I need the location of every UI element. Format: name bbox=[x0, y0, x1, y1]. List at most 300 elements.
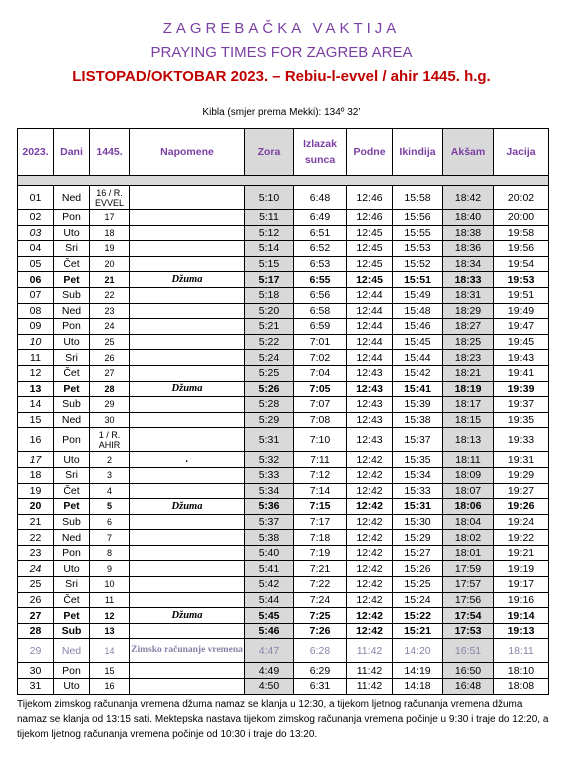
cell-hijri-date: 16 bbox=[90, 679, 130, 695]
table-row bbox=[18, 186, 549, 210]
table-row bbox=[18, 225, 549, 241]
cell-note bbox=[130, 545, 245, 561]
cell-weekday: Ned bbox=[54, 303, 90, 319]
cell-jacija: 19:31 bbox=[494, 452, 549, 468]
cell-jacija: 19:24 bbox=[494, 514, 549, 530]
cell-note bbox=[130, 679, 245, 695]
cell-note bbox=[130, 365, 245, 381]
cell-podne: 12:42 bbox=[347, 499, 393, 515]
cell-weekday: Sri bbox=[54, 577, 90, 593]
header-spacer bbox=[18, 176, 549, 186]
cell-note bbox=[130, 467, 245, 483]
cell-date: 06 bbox=[18, 272, 54, 288]
cell-date: 08 bbox=[18, 303, 54, 319]
cell-hijri-date: 18 bbox=[90, 225, 130, 241]
cell-aksam: 18:42 bbox=[443, 186, 494, 210]
cell-zora: 5:33 bbox=[245, 467, 294, 483]
cell-jacija: 19:45 bbox=[494, 334, 549, 350]
table-row bbox=[18, 428, 549, 452]
cell-zora: 4:47 bbox=[245, 639, 294, 663]
col-year: 2023. bbox=[18, 129, 54, 176]
cell-jacija: 19:29 bbox=[494, 467, 549, 483]
cell-hijri-date: 23 bbox=[90, 303, 130, 319]
cell-date: 19 bbox=[18, 483, 54, 499]
cell-zora: 5:31 bbox=[245, 428, 294, 452]
cell-jacija: 19:54 bbox=[494, 256, 549, 272]
cell-hijri-date: 17 bbox=[90, 210, 130, 226]
cell-zora: 5:42 bbox=[245, 577, 294, 593]
table-row bbox=[18, 639, 549, 663]
cell-note bbox=[130, 350, 245, 366]
cell-note bbox=[130, 397, 245, 413]
cell-podne: 12:42 bbox=[347, 561, 393, 577]
cell-zora: 5:37 bbox=[245, 514, 294, 530]
cell-note bbox=[130, 412, 245, 428]
cell-zora: 5:34 bbox=[245, 483, 294, 499]
cell-note bbox=[130, 334, 245, 350]
cell-weekday: Čet bbox=[54, 483, 90, 499]
cell-hijri-date: 1 / R. AHIR bbox=[90, 428, 130, 452]
cell-ikindija: 15:27 bbox=[393, 545, 443, 561]
table-row bbox=[18, 483, 549, 499]
cell-date: 03 bbox=[18, 225, 54, 241]
cell-zora: 5:46 bbox=[245, 623, 294, 639]
cell-podne: 12:42 bbox=[347, 577, 393, 593]
cell-note bbox=[130, 514, 245, 530]
cell-podne: 12:42 bbox=[347, 467, 393, 483]
table-row bbox=[18, 334, 549, 350]
cell-zora: 5:11 bbox=[245, 210, 294, 226]
cell-jacija: 19:39 bbox=[494, 381, 549, 397]
cell-hijri-date: 11 bbox=[90, 592, 130, 608]
cell-jacija: 19:19 bbox=[494, 561, 549, 577]
cell-date: 31 bbox=[18, 679, 54, 695]
cell-ikindija: 15:37 bbox=[393, 428, 443, 452]
cell-date: 04 bbox=[18, 241, 54, 257]
table-row bbox=[18, 303, 549, 319]
cell-sunrise: 7:01 bbox=[294, 334, 347, 350]
cell-zora: 5:24 bbox=[245, 350, 294, 366]
table-row bbox=[18, 272, 549, 288]
cell-date: 18 bbox=[18, 467, 54, 483]
cell-sunrise: 6:53 bbox=[294, 256, 347, 272]
table-row bbox=[18, 530, 549, 546]
cell-zora: 5:28 bbox=[245, 397, 294, 413]
cell-jacija: 19:37 bbox=[494, 397, 549, 413]
cell-jacija: 19:43 bbox=[494, 350, 549, 366]
cell-weekday: Ned bbox=[54, 186, 90, 210]
cell-sunrise: 7:17 bbox=[294, 514, 347, 530]
cell-aksam: 17:57 bbox=[443, 577, 494, 593]
cell-date: 23 bbox=[18, 545, 54, 561]
cell-sunrise: 6:59 bbox=[294, 319, 347, 335]
table-row bbox=[18, 397, 549, 413]
cell-podne: 12:44 bbox=[347, 350, 393, 366]
cell-aksam: 18:29 bbox=[443, 303, 494, 319]
cell-date: 01 bbox=[18, 186, 54, 210]
cell-date: 24 bbox=[18, 561, 54, 577]
cell-zora: 5:22 bbox=[245, 334, 294, 350]
cell-sunrise: 7:25 bbox=[294, 608, 347, 624]
cell-weekday: Sri bbox=[54, 467, 90, 483]
cell-hijri-date: 13 bbox=[90, 623, 130, 639]
cell-date: 28 bbox=[18, 623, 54, 639]
table-row bbox=[18, 381, 549, 397]
col-sunrise: Izlazak sunca bbox=[294, 129, 347, 176]
table-row bbox=[18, 577, 549, 593]
cell-hijri-date: 14 bbox=[90, 639, 130, 663]
col-aksam: Akšam bbox=[443, 129, 494, 176]
cell-date: 29 bbox=[18, 639, 54, 663]
cell-zora: 5:26 bbox=[245, 381, 294, 397]
cell-ikindija: 15:22 bbox=[393, 608, 443, 624]
cell-date: 11 bbox=[18, 350, 54, 366]
table-row bbox=[18, 365, 549, 381]
cell-sunrise: 6:29 bbox=[294, 663, 347, 679]
cell-podne: 12:42 bbox=[347, 545, 393, 561]
title: ZAGREBAČKA VAKTIJA bbox=[162, 20, 401, 37]
cell-ikindija: 14:20 bbox=[393, 639, 443, 663]
cell-aksam: 18:25 bbox=[443, 334, 494, 350]
cell-sunrise: 7:04 bbox=[294, 365, 347, 381]
table-row bbox=[18, 350, 549, 366]
cell-weekday: Čet bbox=[54, 256, 90, 272]
cell-zora: 5:38 bbox=[245, 530, 294, 546]
col-ikindija: Ikindija bbox=[393, 129, 443, 176]
cell-aksam: 18:07 bbox=[443, 483, 494, 499]
cell-weekday: Uto bbox=[54, 225, 90, 241]
cell-weekday: Pon bbox=[54, 663, 90, 679]
table-row bbox=[18, 287, 549, 303]
cell-hijri-date: 30 bbox=[90, 412, 130, 428]
cell-weekday: Sub bbox=[54, 287, 90, 303]
cell-podne: 12:45 bbox=[347, 241, 393, 257]
cell-aksam: 18:27 bbox=[443, 319, 494, 335]
cell-aksam: 18:36 bbox=[443, 241, 494, 257]
cell-note bbox=[130, 225, 245, 241]
cell-jacija: 20:00 bbox=[494, 210, 549, 226]
cell-hijri-date: 8 bbox=[90, 545, 130, 561]
table-row bbox=[18, 679, 549, 695]
cell-note bbox=[130, 241, 245, 257]
cell-ikindija: 15:30 bbox=[393, 514, 443, 530]
table-row bbox=[18, 210, 549, 226]
cell-ikindija: 15:26 bbox=[393, 561, 443, 577]
cell-weekday: Pon bbox=[54, 545, 90, 561]
cell-jacija: 20:02 bbox=[494, 186, 549, 210]
cell-aksam: 16:48 bbox=[443, 679, 494, 695]
cell-ikindija: 15:46 bbox=[393, 319, 443, 335]
cell-podne: 11:42 bbox=[347, 639, 393, 663]
cell-sunrise: 6:48 bbox=[294, 186, 347, 210]
cell-hijri-date: 15 bbox=[90, 663, 130, 679]
cell-sunrise: 7:02 bbox=[294, 350, 347, 366]
cell-aksam: 17:54 bbox=[443, 608, 494, 624]
cell-jacija: 19:35 bbox=[494, 412, 549, 428]
cell-sunrise: 7:15 bbox=[294, 499, 347, 515]
cell-hijri-date: 22 bbox=[90, 287, 130, 303]
cell-podne: 12:44 bbox=[347, 303, 393, 319]
cell-ikindija: 15:51 bbox=[393, 272, 443, 288]
table-row bbox=[18, 545, 549, 561]
cell-aksam: 18:33 bbox=[443, 272, 494, 288]
cell-hijri-date: 2 bbox=[90, 452, 130, 468]
cell-date: 20 bbox=[18, 499, 54, 515]
cell-aksam: 18:19 bbox=[443, 381, 494, 397]
cell-jacija: 19:16 bbox=[494, 592, 549, 608]
cell-aksam: 18:21 bbox=[443, 365, 494, 381]
cell-jacija: 19:56 bbox=[494, 241, 549, 257]
cell-zora: 4:49 bbox=[245, 663, 294, 679]
cell-weekday: Čet bbox=[54, 365, 90, 381]
cell-sunrise: 7:18 bbox=[294, 530, 347, 546]
cell-ikindija: 14:19 bbox=[393, 663, 443, 679]
cell-jacija: 19:21 bbox=[494, 545, 549, 561]
cell-podne: 12:43 bbox=[347, 428, 393, 452]
cell-zora: 5:32 bbox=[245, 452, 294, 468]
cell-ikindija: 15:34 bbox=[393, 467, 443, 483]
cell-note bbox=[130, 561, 245, 577]
cell-weekday: Pet bbox=[54, 381, 90, 397]
cell-sunrise: 7:07 bbox=[294, 397, 347, 413]
cell-note bbox=[130, 577, 245, 593]
cell-zora: 5:36 bbox=[245, 499, 294, 515]
cell-podne: 12:45 bbox=[347, 256, 393, 272]
cell-podne: 12:42 bbox=[347, 483, 393, 499]
cell-sunrise: 7:26 bbox=[294, 623, 347, 639]
cell-ikindija: 15:24 bbox=[393, 592, 443, 608]
cell-sunrise: 6:28 bbox=[294, 639, 347, 663]
cell-date: 25 bbox=[18, 577, 54, 593]
cell-note bbox=[130, 428, 245, 452]
cell-aksam: 18:02 bbox=[443, 530, 494, 546]
cell-date: 15 bbox=[18, 412, 54, 428]
cell-hijri-date: 25 bbox=[90, 334, 130, 350]
cell-podne: 11:42 bbox=[347, 679, 393, 695]
col-hijri: 1445. bbox=[90, 129, 130, 176]
cell-aksam: 18:09 bbox=[443, 467, 494, 483]
cell-podne: 12:42 bbox=[347, 452, 393, 468]
cell-note bbox=[130, 319, 245, 335]
cell-jacija: 19:33 bbox=[494, 428, 549, 452]
cell-ikindija: 15:21 bbox=[393, 623, 443, 639]
cell-aksam: 18:40 bbox=[443, 210, 494, 226]
cell-hijri-date: 19 bbox=[90, 241, 130, 257]
cell-aksam: 17:59 bbox=[443, 561, 494, 577]
cell-sunrise: 7:08 bbox=[294, 412, 347, 428]
cell-ikindija: 15:44 bbox=[393, 350, 443, 366]
cell-podne: 12:46 bbox=[347, 186, 393, 210]
cell-zora: 5:29 bbox=[245, 412, 294, 428]
cell-date: 27 bbox=[18, 608, 54, 624]
cell-aksam: 16:51 bbox=[443, 639, 494, 663]
cell-note: Džuma bbox=[130, 499, 245, 515]
cell-aksam: 18:34 bbox=[443, 256, 494, 272]
cell-podne: 12:46 bbox=[347, 210, 393, 226]
cell-date: 22 bbox=[18, 530, 54, 546]
cell-zora: 5:25 bbox=[245, 365, 294, 381]
cell-zora: 5:17 bbox=[245, 272, 294, 288]
cell-sunrise: 6:49 bbox=[294, 210, 347, 226]
cell-weekday: Pet bbox=[54, 608, 90, 624]
cell-sunrise: 6:52 bbox=[294, 241, 347, 257]
month-heading: LISTOPAD/OKTOBAR 2023. – Rebiu-l-evvel / ahir 1445. h.g. bbox=[72, 68, 491, 85]
table-row bbox=[18, 663, 549, 679]
table-row bbox=[18, 514, 549, 530]
cell-date: 16 bbox=[18, 428, 54, 452]
table-body bbox=[18, 186, 549, 695]
cell-jacija: 19:51 bbox=[494, 287, 549, 303]
cell-weekday: Uto bbox=[54, 452, 90, 468]
cell-zora: 5:21 bbox=[245, 319, 294, 335]
cell-ikindija: 15:38 bbox=[393, 412, 443, 428]
cell-jacija: 19:22 bbox=[494, 530, 549, 546]
cell-podne: 12:45 bbox=[347, 272, 393, 288]
col-day: Dani bbox=[54, 129, 90, 176]
cell-hijri-date: 7 bbox=[90, 530, 130, 546]
cell-ikindija: 15:56 bbox=[393, 210, 443, 226]
table-row bbox=[18, 412, 549, 428]
table-row bbox=[18, 623, 549, 639]
cell-aksam: 18:31 bbox=[443, 287, 494, 303]
cell-sunrise: 7:14 bbox=[294, 483, 347, 499]
cell-podne: 12:43 bbox=[347, 365, 393, 381]
cell-sunrise: 7:12 bbox=[294, 467, 347, 483]
cell-zora: 5:14 bbox=[245, 241, 294, 257]
cell-weekday: Pon bbox=[54, 210, 90, 226]
table-row bbox=[18, 561, 549, 577]
cell-ikindija: 15:55 bbox=[393, 225, 443, 241]
cell-zora: 5:20 bbox=[245, 303, 294, 319]
cell-sunrise: 6:58 bbox=[294, 303, 347, 319]
cell-note: Zimsko računanje vremena bbox=[130, 639, 245, 663]
subtitle: PRAYING TIMES FOR ZAGREB AREA bbox=[150, 44, 413, 61]
cell-ikindija: 15:48 bbox=[393, 303, 443, 319]
table-header-row bbox=[18, 129, 549, 176]
cell-sunrise: 7:10 bbox=[294, 428, 347, 452]
cell-note bbox=[130, 483, 245, 499]
cell-weekday: Ned bbox=[54, 639, 90, 663]
cell-hijri-date: 27 bbox=[90, 365, 130, 381]
cell-weekday: Uto bbox=[54, 679, 90, 695]
cell-sunrise: 6:51 bbox=[294, 225, 347, 241]
cell-aksam: 17:56 bbox=[443, 592, 494, 608]
cell-date: 14 bbox=[18, 397, 54, 413]
col-podne: Podne bbox=[347, 129, 393, 176]
cell-jacija: 19:53 bbox=[494, 272, 549, 288]
cell-jacija: 18:11 bbox=[494, 639, 549, 663]
cell-aksam: 18:17 bbox=[443, 397, 494, 413]
cell-weekday: Pon bbox=[54, 428, 90, 452]
cell-jacija: 19:26 bbox=[494, 499, 549, 515]
cell-sunrise: 7:21 bbox=[294, 561, 347, 577]
cell-note: Džuma bbox=[130, 272, 245, 288]
table-row bbox=[18, 467, 549, 483]
cell-sunrise: 7:11 bbox=[294, 452, 347, 468]
cell-hijri-date: 5 bbox=[90, 499, 130, 515]
cell-jacija: 18:10 bbox=[494, 663, 549, 679]
cell-weekday: Pet bbox=[54, 272, 90, 288]
cell-ikindija: 15:52 bbox=[393, 256, 443, 272]
cell-zora: 5:44 bbox=[245, 592, 294, 608]
cell-jacija: 19:58 bbox=[494, 225, 549, 241]
cell-hijri-date: 24 bbox=[90, 319, 130, 335]
col-zora: Zora bbox=[245, 129, 294, 176]
cell-note bbox=[130, 303, 245, 319]
cell-zora: 4:50 bbox=[245, 679, 294, 695]
cell-aksam: 17:53 bbox=[443, 623, 494, 639]
cell-podne: 12:44 bbox=[347, 287, 393, 303]
cell-weekday: Uto bbox=[54, 561, 90, 577]
cell-note bbox=[130, 592, 245, 608]
cell-weekday: Pon bbox=[54, 319, 90, 335]
cell-podne: 12:42 bbox=[347, 623, 393, 639]
cell-sunrise: 6:55 bbox=[294, 272, 347, 288]
cell-podne: 12:42 bbox=[347, 592, 393, 608]
cell-sunrise: 6:56 bbox=[294, 287, 347, 303]
table-row bbox=[18, 241, 549, 257]
cell-podne: 11:42 bbox=[347, 663, 393, 679]
cell-podne: 12:44 bbox=[347, 319, 393, 335]
table-row bbox=[18, 499, 549, 515]
cell-weekday: Sri bbox=[54, 350, 90, 366]
cell-sunrise: 7:22 bbox=[294, 577, 347, 593]
cell-ikindija: 14:18 bbox=[393, 679, 443, 695]
cell-podne: 12:42 bbox=[347, 530, 393, 546]
cell-jacija: 19:14 bbox=[494, 608, 549, 624]
cell-aksam: 18:11 bbox=[443, 452, 494, 468]
cell-ikindija: 15:53 bbox=[393, 241, 443, 257]
cell-jacija: 19:49 bbox=[494, 303, 549, 319]
cell-ikindija: 15:41 bbox=[393, 381, 443, 397]
cell-aksam: 18:01 bbox=[443, 545, 494, 561]
cell-jacija: 19:17 bbox=[494, 577, 549, 593]
cell-note bbox=[130, 210, 245, 226]
cell-hijri-date: 12 bbox=[90, 608, 130, 624]
cell-ikindija: 15:25 bbox=[393, 577, 443, 593]
cell-weekday: Ned bbox=[54, 530, 90, 546]
cell-hijri-date: 21 bbox=[90, 272, 130, 288]
cell-weekday: Sri bbox=[54, 241, 90, 257]
cell-ikindija: 15:42 bbox=[393, 365, 443, 381]
cell-hijri-date: 28 bbox=[90, 381, 130, 397]
cell-date: 12 bbox=[18, 365, 54, 381]
cell-note bbox=[130, 663, 245, 679]
cell-podne: 12:42 bbox=[347, 514, 393, 530]
cell-zora: 5:41 bbox=[245, 561, 294, 577]
cell-hijri-date: 9 bbox=[90, 561, 130, 577]
prayer-times-table bbox=[17, 128, 549, 695]
cell-ikindija: 15:39 bbox=[393, 397, 443, 413]
cell-date: 17 bbox=[18, 452, 54, 468]
cell-zora: 5:40 bbox=[245, 545, 294, 561]
cell-zora: 5:12 bbox=[245, 225, 294, 241]
cell-date: 05 bbox=[18, 256, 54, 272]
cell-jacija: 19:47 bbox=[494, 319, 549, 335]
cell-podne: 12:43 bbox=[347, 397, 393, 413]
cell-weekday: Sub bbox=[54, 397, 90, 413]
cell-hijri-date: 16 / R. EVVEL bbox=[90, 186, 130, 210]
cell-hijri-date: 6 bbox=[90, 514, 130, 530]
cell-weekday: Uto bbox=[54, 334, 90, 350]
cell-aksam: 18:38 bbox=[443, 225, 494, 241]
table-row bbox=[18, 452, 549, 468]
cell-date: 09 bbox=[18, 319, 54, 335]
cell-jacija: 19:27 bbox=[494, 483, 549, 499]
cell-date: 21 bbox=[18, 514, 54, 530]
cell-date: 13 bbox=[18, 381, 54, 397]
cell-ikindija: 15:35 bbox=[393, 452, 443, 468]
